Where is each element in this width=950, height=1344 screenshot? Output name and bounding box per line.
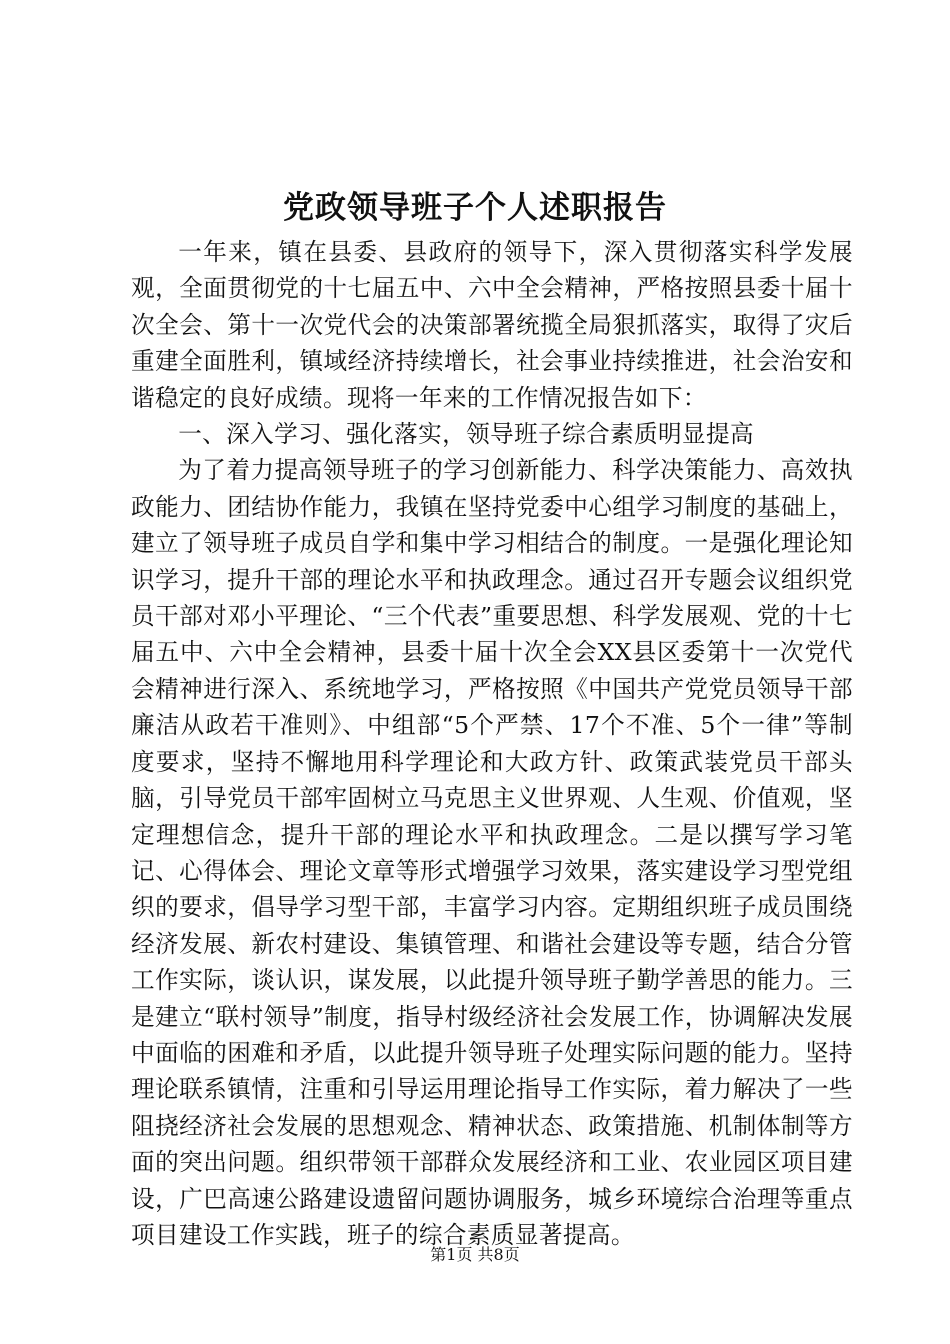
page-footer: 第1页 共8页 <box>430 1245 520 1264</box>
document-body <box>131 234 853 1253</box>
document-title: 党政领导班子个人述职报告 <box>283 190 667 226</box>
section-heading: 一、深入学习、强化落实，领导班子综合素质明显提高 <box>178 420 755 449</box>
section-paragraph: 为了着力提高领导班子的学习创新能力、科学决策能力、高效执政能力、团结协作能力，我镇在坚持党委中心组学习制度的基础上，建立了领导班子成员自学和集中学习相结合的制度。一是强化理论知识学习，提升干部的理论水平和执政理念。通过召开专题会议组织党员干部对邓小平理论、“三个代表”重要思想、科学发展观、党的十七届五中、六中全会精神，县委十届十次全会XX县区委第十一次党代会精神进行深入、系统地学习，严格按照《中国共产党党员领导干部廉洁从政若干准则》、中组部“5个严禁、17个不准、5个一律”等制度要求，坚持不懈地用科学理论和大政方针、政策武装党员干部头脑，引导党员干部牢固树立马克思主义世界观、人生观、价值观，坚定理想信念，提升干部的理论水平和执政理念。二是以撰写学习笔记、心得体会、理论文章等形式增强学习效果，落实建设学习型党组织的要求，倡导学习型干部，丰富学习内容。定期组织班子成员围绕经济发展、新农村建设、集镇管理、和谐社会建设等专题，结合分管工作实际，谈认识，谋发展，以此提升领导班子勤学善思的能力。三是建立“联村领导”制度，指导村级经济社会发展工作，协调解决发展中面临的困难和矛盾，以此提升领导班子处理实际问题的能力。坚持理论联系镇情，注重和引导运用理论指导工作实际，着力解决了一些阻挠经济社会发展的思想观念、精神状态、政策措施、机制体制等方面的突出问题。组织带领干部群众发展经济和工业、农业园区项目建设，广巴高速公路建设遗留问题协调服务，城乡环境综合治理等重点项目建设工作实践，班子的综合素质显著提高。 <box>131 456 853 1249</box>
intro-paragraph: 一年来，镇在县委、县政府的领导下，深入贯彻落实科学发展观，全面贯彻党的十七届五中、六中全会精神，严格按照县委十届十次全会、第十一次党代会的决策部署统揽全局狠抓落实，取得了灾后重建全面胜利，镇域经济持续增长，社会事业持续推进，社会治安和谐稳定的良好成绩。现将一年来的工作情况报告如下： <box>131 238 853 412</box>
